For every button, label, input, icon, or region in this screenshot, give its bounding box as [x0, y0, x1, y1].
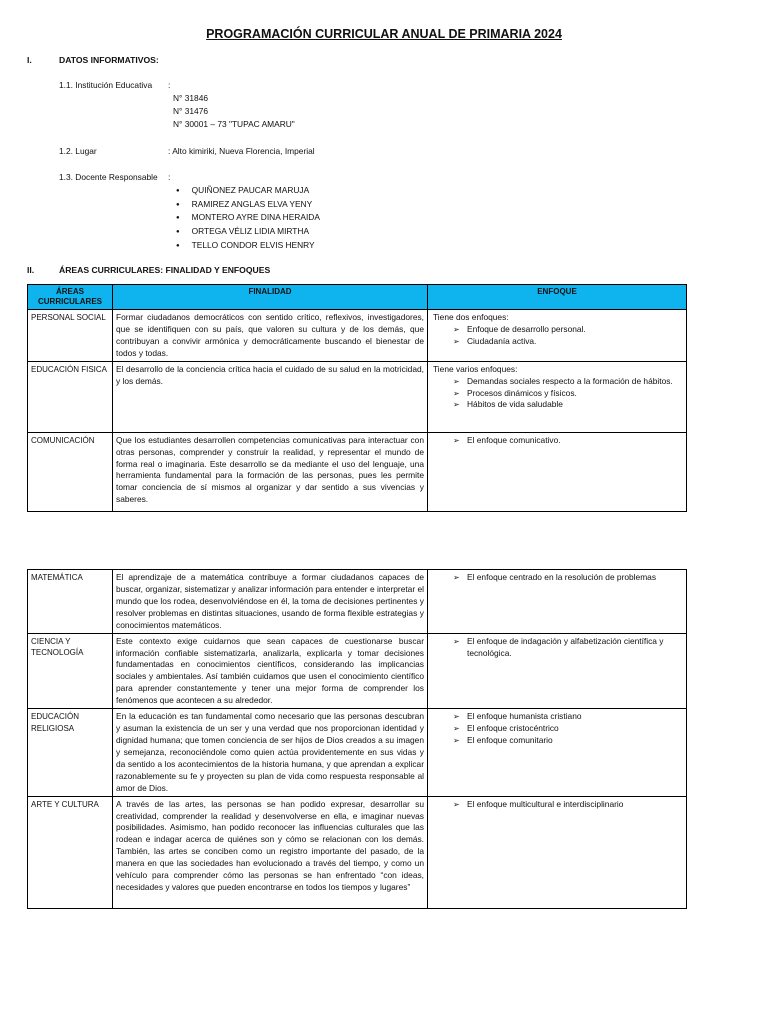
area-cell: EDUCACIÓN FISICA: [28, 361, 113, 432]
enfoque-item: ➢ El enfoque de indagación y alfabetización científica y tecnológica.: [453, 636, 683, 660]
table-row: [28, 432, 687, 511]
institucion-1: N° 31846: [173, 93, 209, 103]
enfoque-cell: [428, 361, 687, 432]
enfoque-cell: [428, 796, 687, 908]
enfoque-item: ➢ Ciudadanía activa.: [453, 336, 683, 348]
institucion-label: 1.1. Institución Educativa: [59, 80, 153, 90]
lugar-label: 1.2. Lugar: [59, 146, 97, 156]
area-cell: COMUNICACIÓN: [28, 432, 113, 511]
institucion-3: N° 30001 – 73 "TUPAC AMARU": [173, 119, 295, 129]
section-2-number: II.: [27, 265, 35, 275]
finalidad-cell: Formar ciudadanos democráticos con sentido crítico, reflexivos, investigadores, que se identifiquen con su país, que valoren su cultura y de los demás, que contribuyan a convivir armónica y democráticamente buscando el bienestar de todos y todas.: [113, 310, 428, 362]
enfoque-intro: Tiene dos enfoques:: [433, 312, 509, 322]
docente-item: ● QUIÑONEZ PAUCAR MARUJA: [176, 185, 309, 197]
enfoque-item: ➢ El enfoque centrado en la resolución de problemas: [453, 572, 683, 584]
docente-item: ● MONTERO AYRE DINA HERAIDA: [176, 212, 320, 224]
enfoque-item: ➢ El enfoque cristocéntrico: [453, 723, 683, 735]
institucion-colon: :: [168, 80, 171, 90]
finalidad-cell: En la educación es tan fundamental como necesario que las personas descubran y asuman la existencia de un ser y una verdad que nos proporcionan identidad y dignidad humana; que tomen conciencia de ser hijos de Dios creados a su imagen y semejanza, reconociéndole como quien actúa providentemente en sus vidas y da sentido a los acontecimientos de la historia humana, y que aprendan a explicar razonablemente su fe y proyecten su plan de vida como respuesta responsable al amor de Dios.: [113, 709, 428, 796]
docente-label: 1.3. Docente Responsable: [59, 172, 158, 182]
finalidad-cell: A través de las artes, las personas se han podido expresar, desarrollar su creatividad, comprender la realidad y desenvolverse en ella, e imaginar nuevas posibilidades. Asimismo, han podido reconocer las influencias culturales que las rodean e indagar acerca de quiénes son y cómo se relacionan con los demás. También, las artes se conciben como un registro importante del pasado, de la manera en que las sociedades han evolucionado a través del tiempo, y como un vehículo para comprender cómo las personas se han enfrentado “con ideas, necesidades y valores que pueden encontrarse en todos los tiempos y lugares”: [113, 796, 428, 908]
finalidad-cell: El desarrollo de la conciencia crítica hacia el cuidado de su salud en la motricidad, y los demás.: [113, 361, 428, 432]
finalidad-cell: Que los estudiantes desarrollen competencias comunicativas para interactuar con otras personas, comprender y construir la realidad, y representar el mundo de forma real o imaginaria. Este desarrollo se da mediante el uso del lenguaje, una herramienta fundamental para la formación de las personas, pues les permite tomar conciencia de sí mismos al organizar y dar sentido a sus vivencias y saberes.: [113, 432, 428, 511]
table-row: [28, 709, 687, 796]
enfoque-item: ➢ Procesos dinámicos y físicos.: [453, 388, 683, 400]
header-areas: ÁREAS CURRICULARES: [28, 285, 113, 310]
enfoque-list: [431, 799, 683, 811]
enfoque-cell: [428, 633, 687, 709]
areas-table-1: [27, 284, 687, 512]
area-cell: CIENCIA Y TECNOLOGÍA: [28, 633, 113, 709]
table-row: [28, 310, 687, 362]
section-1-number: I.: [27, 55, 32, 65]
enfoque-item: ➢ El enfoque comunicativo.: [453, 435, 683, 447]
enfoque-intro: Tiene varios enfoques:: [433, 363, 518, 374]
table-row: [28, 361, 687, 432]
docente-colon: :: [168, 172, 171, 182]
docente-item: ● TELLO CONDOR ELVIS HENRY: [176, 240, 315, 252]
area-cell: MATEMÁTICA: [28, 570, 113, 634]
enfoque-cell: [428, 310, 687, 362]
finalidad-cell: El aprendizaje de a matemática contribuye a formar ciudadanos capaces de buscar, organizar, sistematizar y analizar información para entender e interpretar el mundo que los rodea, desenvolviéndose en él, la toma de decisiones pertinentes y resolver problemas en distintas situaciones, usando de forma flexible estrategias y conocimientos matemáticos.: [113, 570, 428, 634]
section-2-title: ÁREAS CURRICULARES: FINALIDAD Y ENFOQUES: [59, 265, 271, 275]
section-1-heading: [27, 54, 159, 66]
enfoque-item: ➢ El enfoque humanista cristiano: [453, 711, 683, 723]
area-cell: EDUCACIÓN RELIGIOSA: [28, 709, 113, 796]
enfoque-item: ➢ Enfoque de desarrollo personal.: [453, 324, 683, 336]
areas-table-2: [27, 569, 687, 909]
institucion-2: N° 31476: [173, 106, 209, 116]
enfoque-list: [431, 376, 683, 412]
enfoque-item: ➢ El enfoque multicultural e interdisciplinario: [453, 799, 683, 811]
enfoque-list: [431, 711, 683, 747]
table-row: [28, 633, 687, 709]
area-cell: ARTE Y CULTURA: [28, 796, 113, 908]
enfoque-item: ➢ Hábitos de vida saludable: [453, 399, 683, 411]
table-row: [28, 570, 687, 634]
section-2-heading: [27, 264, 270, 276]
lugar-value: : Alto kimiriki, Nueva Florencia, Imperial: [168, 146, 315, 156]
page-title: PROGRAMACIÓN CURRICULAR ANUAL DE PRIMARIA 2024: [206, 27, 562, 41]
header-finalidad: FINALIDAD: [113, 285, 428, 310]
docente-item: ● ORTEGA VÉLIZ LIDIA MIRTHA: [176, 226, 309, 238]
enfoque-list: [431, 324, 683, 348]
enfoque-list: [431, 572, 683, 584]
enfoque-cell: [428, 709, 687, 796]
table-row: [28, 796, 687, 908]
enfoque-item: ➢ El enfoque comunitario: [453, 735, 683, 747]
enfoque-list: [431, 435, 683, 447]
finalidad-cell: Este contexto exige cuidarnos que sean capaces de cuestionarse buscar información confiable sistematizarla, analizarla, explicarla y tomar decisiones fundamentadas en conocimientos científicos, considerando las implicancias sociales y ambientales. Así también cuidamos que usen el conocimiento científico para aprender constantemente y tener una mejor forma de comprender los fenómenos que acontecen a su alrededor.: [113, 633, 428, 709]
docente-item: ● RAMIREZ ANGLAS ELVA YENY: [176, 199, 312, 211]
section-1-title: DATOS INFORMATIVOS:: [59, 55, 159, 65]
enfoque-cell: [428, 570, 687, 634]
area-cell: PERSONAL SOCIAL: [28, 310, 113, 362]
header-enfoque: ENFOQUE: [428, 285, 687, 310]
enfoque-item: ➢ Demandas sociales respecto a la formación de hábitos.: [453, 376, 683, 388]
enfoque-cell: [428, 432, 687, 511]
enfoque-list: [431, 636, 683, 660]
table-header-row: [28, 285, 687, 310]
